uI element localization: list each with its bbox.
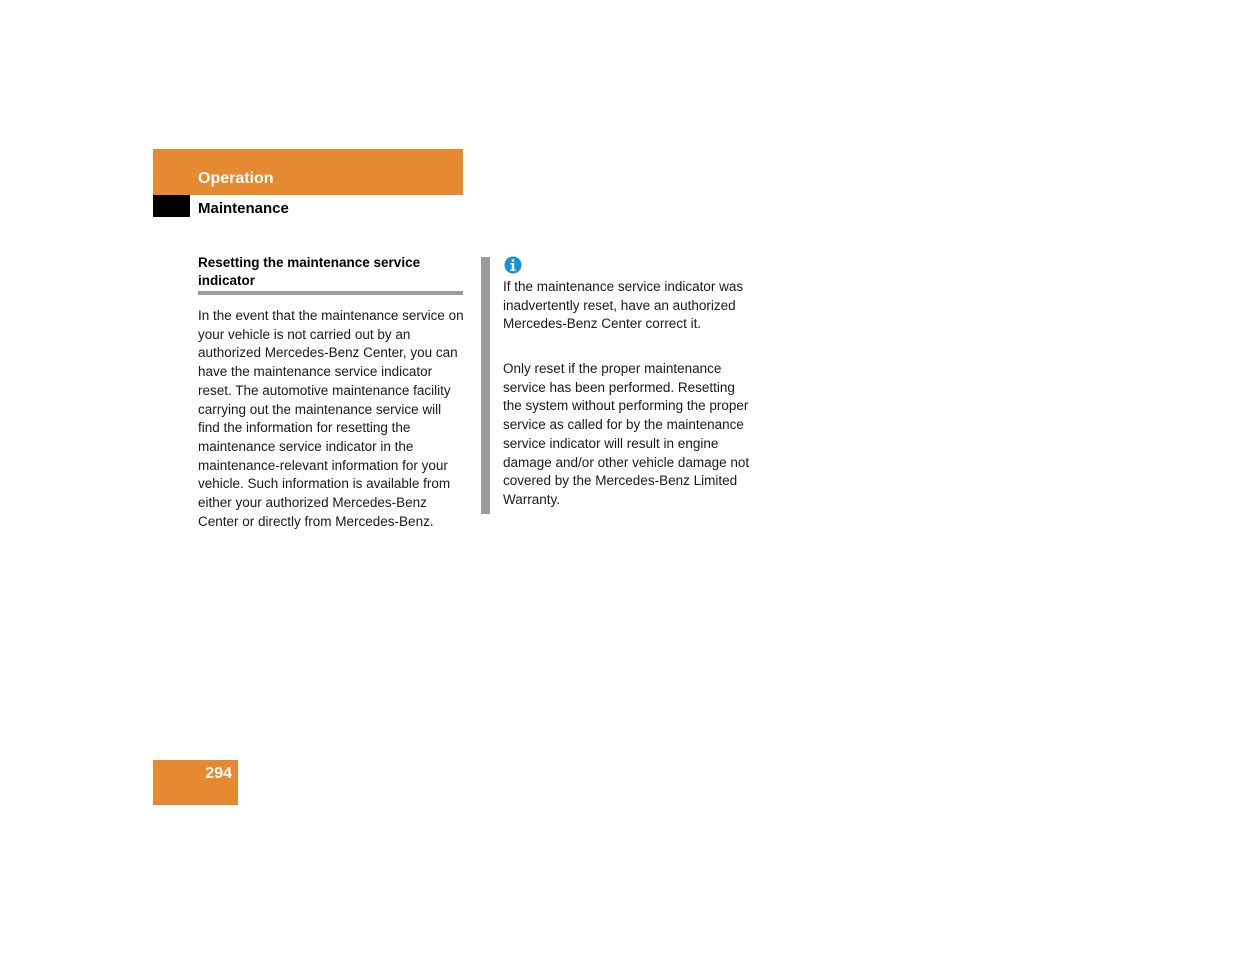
subsection-title: Maintenance [198,200,289,217]
note-paragraph: If the maintenance service indicator was inadvertently reset, have an authorized Mercedes-Benz Center correct it. [503,279,744,332]
body-paragraph: In the event that the maintenance service on your vehicle is not carried out by an authorized Mercedes-Benz Center, you can have the maintenance service indicator reset. The automotive maintenance facility carrying out the maintenance service will find the information for resetting the maintenance service indicator in the maintenance-relevant information for your vehicle. Such information is available from either your authorized Mercedes-Benz Center or directly from Mercedes-Benz. [198,308,464,529]
info-icon [504,256,522,274]
note-paragraph: Only reset if the proper maintenance service has been performed. Resetting the system without performing the proper service as called for by the maintenance service indicator will result in engine damage and/or other vehicle damage not covered by the Mercedes-Benz Limited Warranty. [503,361,750,507]
topic-heading: Resetting the maintenance service indicator [198,255,421,288]
page-number: 294 [205,765,232,782]
note-sidebar-rule [481,257,490,514]
heading-divider [198,291,463,295]
subsection-marker [153,195,190,217]
section-title: Operation [198,170,274,187]
